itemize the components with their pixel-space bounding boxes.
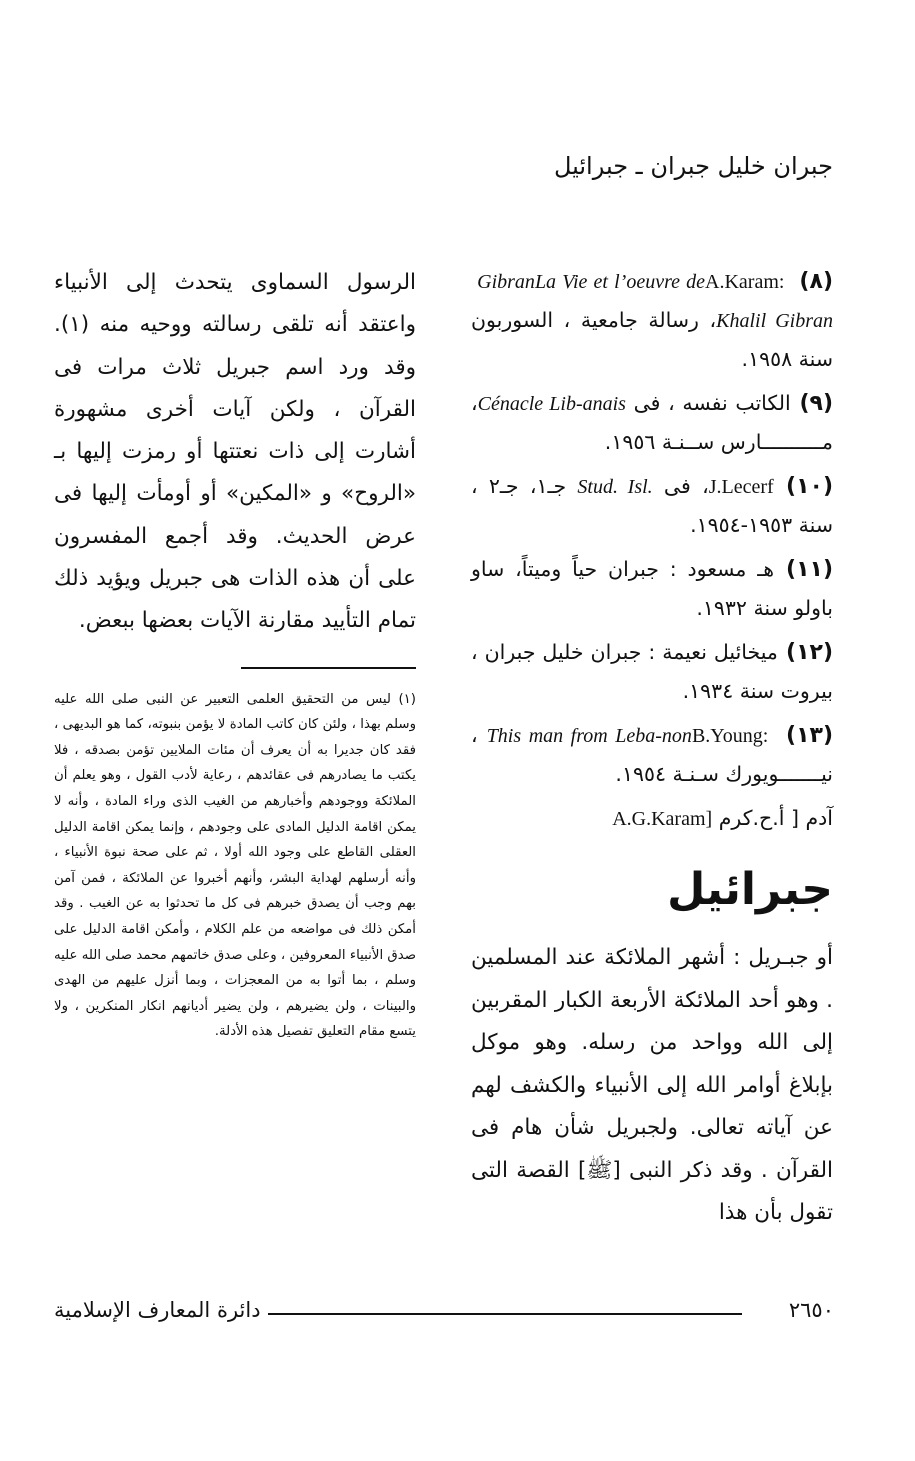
reference-text: ، فى	[652, 474, 709, 498]
reference-text: B.Young:	[691, 725, 776, 747]
reference-item	[471, 384, 833, 461]
footer-rule	[268, 1313, 742, 1315]
author-signature	[471, 799, 833, 838]
reference-text: J.Lecerf	[708, 476, 774, 498]
reference-text: Stud. Isl.	[577, 476, 653, 498]
reference-text: ميخائيل نعيمة : جبران خليل جبران ، بيروت سنة ١٩٣٤.	[471, 640, 833, 703]
running-header: جبران خليل جبران ـ جبرائيل	[553, 152, 833, 180]
reference-number: (١٢)	[777, 640, 833, 665]
continued-paragraph: الرسول السماوى يتحدث إلى الأنبياء واعتقد أنه تلقى رسالته ووحيه منه (١). وقد ورد اسم جبريل ثلاث مرات فى القرآن ، ولكن آيات أخرى مشهورة أشارت إلى ذات نعتتها أو رمزت إليها بـ «الروح» و «المكين» أو أومأت إليها فى عرض الحديث. وقد أجمع المفسرون على أن هذه الذات هى جبريل ويؤيد ذلك تمام التأييد مقارنة الآيات بعضها ببعض.	[54, 270, 416, 634]
reference-text: ، مــــــــــارس ســنـة ١٩٥٦.	[471, 391, 833, 454]
reference-text: هـ مسعود : جبران حياً وميتاً، ساو باولو سنة ١٩٣٢.	[471, 557, 833, 620]
reference-item	[471, 716, 833, 793]
footnote-separator	[241, 667, 416, 669]
bibliography-list	[471, 262, 833, 793]
reference-text: A.Karam:	[705, 271, 791, 293]
right-column	[471, 262, 833, 1235]
reference-text: This man from Leba-non	[486, 725, 692, 747]
reference-item	[471, 633, 833, 710]
entry-paragraph: أو جبـريل : أشهر الملائكة عند المسلمين . وهو أحد الملائكة الأربعة الكبار المقربين إلى الله وواحد من رسله. وهو موكل بإبلاغ أوامر الله إلى الأنبياء والكشف لهم عن آياته تعالى. ولجبريل شأن هام فى القرآن . وقد ذكر النبى [ﷺ] القصة التى تقول بأن هذا	[471, 945, 833, 1225]
entry-title: جبرائيل	[667, 864, 833, 915]
reference-number: (٨)	[790, 269, 833, 294]
publication-title: دائرة المعارف الإسلامية	[54, 1298, 261, 1322]
reference-item	[471, 262, 833, 378]
reference-number: (٩)	[790, 391, 833, 416]
page-number: ٢٦٥٠	[788, 1298, 834, 1322]
author-signature-arabic: آدم [ أ.ح.كرم	[718, 806, 833, 830]
author-signature-latin: A.G.Karam]	[612, 808, 713, 830]
page-footer	[54, 1298, 834, 1338]
reference-text: Cénacle Lib-anais	[477, 393, 626, 415]
reference-text: Gibran Khalil Gibran	[471, 271, 833, 332]
reference-number: (١٣)	[775, 723, 834, 748]
reference-item	[471, 550, 833, 627]
reference-text: جـ١، جـ٢ ، سنة ١٩٥٣-١٩٥٤.	[471, 474, 833, 537]
left-column	[54, 262, 416, 1045]
reference-number: (١١)	[774, 557, 833, 582]
reference-item	[471, 467, 833, 544]
reference-text: La Vie et l’oeuvre de	[534, 271, 706, 293]
footnote: (١) ليس من التحقيق العلمى التعبير عن النبى صلى الله عليه وسلم بهذا ، ولئن كان كاتب المادة لا يؤمن بنبوته، كما هو البديهى ، فقد كان جديرا به أن يعرف أن مئات الملايين تؤمن بصدقه ، فلا يكتب ما يصادرهم فى عقائدهم ، رعاية لأدب القول ، وهو يعلم أن الملائكة ووجودهم وأخبارهم من الغيب الذى وراء المادة ، وأنه لا يمكن اقامة الدليل المادى على وجودهم ، وإنما يمكن اقامة الدليل العقلى القاطع على وجود الله أولا ، ثم على صحة نبوة الأنبياء ، وأنه أرسلهم لهداية البشر، وأنهم أخبروا عن الملائكة ، فمن آمن بهم وجب أن يصدق خبرهم فى كل ما تحدثوا به عن الغيب . وقد أمكن ذلك فى مواضعه من علم الكلام ، وأمكن اقامة الدليل على صدق الأنبياء المعروفين ، وعلى صدق خاتمهم محمد صلى الله عليه وسلم ، بما أتوا به من المعجزات ، وبما أنزل عليهم من الهدى والبينات ، ولن يضيرهم ، ولن يضير أديانهم انكار المنكرين ، ولا يتسع مقام التعليق تفصيل هذه الأدلة.	[54, 691, 416, 1040]
reference-number: (١٠)	[773, 474, 834, 499]
reference-text: ، رسالة جامعية ، السوربون سنة ١٩٥٨.	[471, 308, 833, 371]
reference-text: ، نيـــــــويورك سـنـة ١٩٥٤.	[471, 723, 833, 786]
reference-text: الكاتب نفسه ، فى	[625, 391, 791, 415]
